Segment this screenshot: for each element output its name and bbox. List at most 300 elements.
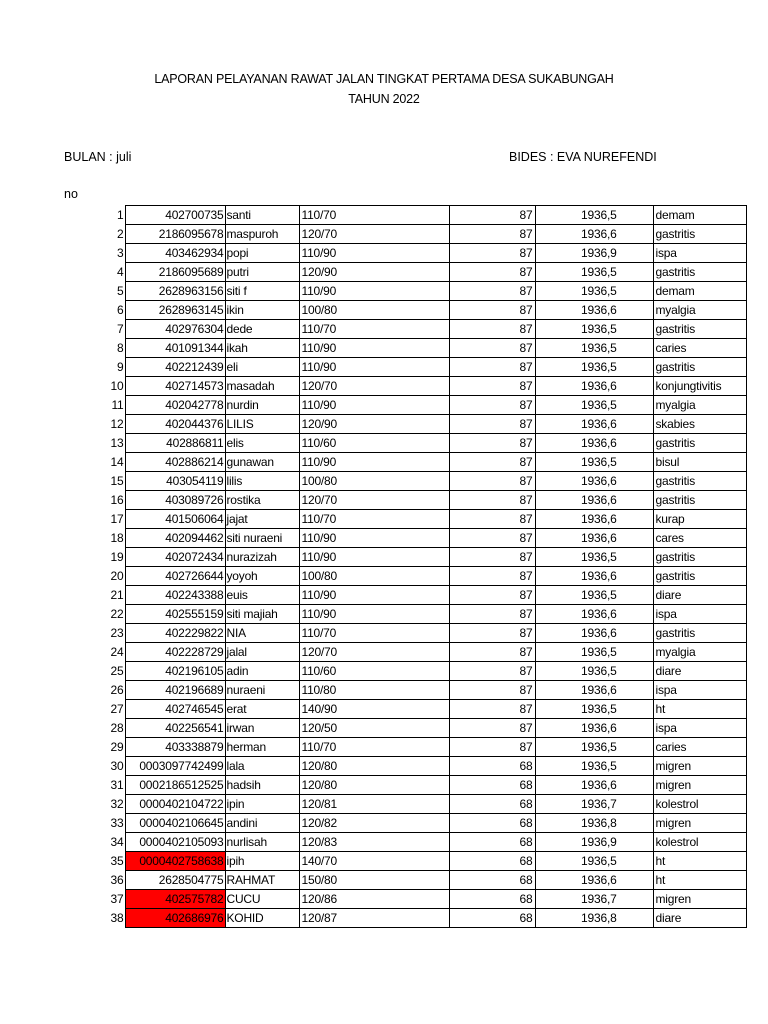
pulse-cell: 68 xyxy=(449,795,535,814)
pulse-cell: 87 xyxy=(449,244,535,263)
patient-name-cell: gunawan xyxy=(225,453,299,472)
respiration-rate-cell: 19 xyxy=(535,263,594,282)
patient-name-cell: masadah xyxy=(225,377,299,396)
blood-pressure-cell: 140/90 xyxy=(299,700,449,719)
row-number-cell: 19 xyxy=(110,550,124,564)
table-row xyxy=(64,491,746,510)
row-number-cell: 1 xyxy=(117,208,124,222)
blood-pressure-cell: 120/70 xyxy=(299,643,449,662)
patient-id-cell: 403089726 xyxy=(125,491,225,510)
blood-pressure-cell: 120/50 xyxy=(299,719,449,738)
temperature-cell: 36,9 xyxy=(594,833,653,852)
patient-id-cell: 403338879 xyxy=(125,738,225,757)
blood-pressure-cell: 110/80 xyxy=(299,681,449,700)
patient-name-cell: LILIS xyxy=(225,415,299,434)
table-row xyxy=(64,624,746,643)
row-number-cell: 10 xyxy=(110,379,124,393)
temperature-cell: 36,5 xyxy=(594,339,653,358)
table-row xyxy=(64,510,746,529)
respiration-rate-cell: 19 xyxy=(535,377,594,396)
blood-pressure-cell: 110/90 xyxy=(299,282,449,301)
patient-id-cell: 402886811 xyxy=(125,434,225,453)
blood-pressure-cell: 120/70 xyxy=(299,377,449,396)
row-number-cell: 6 xyxy=(117,303,124,317)
blood-pressure-cell: 150/80 xyxy=(299,871,449,890)
patient-name-cell: RAHMAT xyxy=(225,871,299,890)
patient-id-cell: 402228729 xyxy=(125,643,225,662)
patient-id-cell: 2628504775 xyxy=(125,871,225,890)
row-number-cell: 34 xyxy=(110,835,124,849)
respiration-rate-cell: 19 xyxy=(535,700,594,719)
row-number-cell: 13 xyxy=(110,436,124,450)
blood-pressure-cell: 120/80 xyxy=(299,757,449,776)
row-number-cell: 24 xyxy=(110,645,124,659)
pulse-cell: 87 xyxy=(449,225,535,244)
patient-id-cell: 402700735 xyxy=(125,206,225,225)
respiration-rate-cell: 19 xyxy=(535,624,594,643)
patient-id-cell: 402714573 xyxy=(125,377,225,396)
table-row xyxy=(64,244,746,263)
blood-pressure-cell: 100/80 xyxy=(299,567,449,586)
diagnosis-cell: diare xyxy=(653,909,746,928)
diagnosis-cell: myalgia xyxy=(653,396,746,415)
no-column-label: no xyxy=(64,187,78,201)
patient-name-cell: hadsih xyxy=(225,776,299,795)
blood-pressure-cell: 120/81 xyxy=(299,795,449,814)
respiration-rate-cell: 19 xyxy=(535,415,594,434)
row-number-cell: 22 xyxy=(110,607,124,621)
diagnosis-cell: caries xyxy=(653,738,746,757)
temperature-cell: 36,5 xyxy=(594,320,653,339)
patient-name-cell: popi xyxy=(225,244,299,263)
blood-pressure-cell: 110/60 xyxy=(299,434,449,453)
patient-id-cell: 402256541 xyxy=(125,719,225,738)
temperature-cell: 36,6 xyxy=(594,605,653,624)
pulse-cell: 68 xyxy=(449,909,535,928)
table-row xyxy=(64,795,746,814)
row-number-cell: 17 xyxy=(110,512,124,526)
table-row xyxy=(64,738,746,757)
table-row xyxy=(64,358,746,377)
blood-pressure-cell: 120/80 xyxy=(299,776,449,795)
patient-id-cell: 402072434 xyxy=(125,548,225,567)
row-number-cell: 18 xyxy=(110,531,124,545)
temperature-cell: 36,6 xyxy=(594,624,653,643)
table-row xyxy=(64,339,746,358)
patient-name-cell: ikah xyxy=(225,339,299,358)
pulse-cell: 68 xyxy=(449,776,535,795)
temperature-cell: 36,6 xyxy=(594,225,653,244)
respiration-rate-cell: 19 xyxy=(535,605,594,624)
pulse-cell: 87 xyxy=(449,567,535,586)
pulse-cell: 87 xyxy=(449,320,535,339)
temperature-cell: 36,5 xyxy=(594,358,653,377)
respiration-rate-cell: 19 xyxy=(535,586,594,605)
diagnosis-cell: kolestrol xyxy=(653,795,746,814)
patient-id-cell: 2186095689 xyxy=(125,263,225,282)
table-row xyxy=(64,776,746,795)
row-number-cell: 15 xyxy=(110,474,124,488)
pulse-cell: 87 xyxy=(449,719,535,738)
patient-id-cell: 402094462 xyxy=(125,529,225,548)
patient-id-cell: 2628963156 xyxy=(125,282,225,301)
patient-name-cell: siti f xyxy=(225,282,299,301)
patient-name-cell: eli xyxy=(225,358,299,377)
respiration-rate-cell: 19 xyxy=(535,909,594,928)
table-row xyxy=(64,662,746,681)
respiration-rate-cell: 19 xyxy=(535,738,594,757)
table-row xyxy=(64,206,746,225)
row-number-cell: 7 xyxy=(117,322,124,336)
temperature-cell: 36,5 xyxy=(594,206,653,225)
table-row xyxy=(64,814,746,833)
patient-id-cell: 0000402758638 xyxy=(125,852,225,871)
blood-pressure-cell: 110/90 xyxy=(299,339,449,358)
table-row xyxy=(64,415,746,434)
patient-id-cell: 402976304 xyxy=(125,320,225,339)
table-row xyxy=(64,719,746,738)
patient-name-cell: adin xyxy=(225,662,299,681)
patient-id-cell: 0000402104722 xyxy=(125,795,225,814)
patient-id-cell: 0002186512525 xyxy=(125,776,225,795)
patient-name-cell: lilis xyxy=(225,472,299,491)
pulse-cell: 87 xyxy=(449,206,535,225)
patient-name-cell: nurdin xyxy=(225,396,299,415)
temperature-cell: 36,6 xyxy=(594,510,653,529)
row-number-cell: 29 xyxy=(110,740,124,754)
temperature-cell: 36,7 xyxy=(594,795,653,814)
diagnosis-cell: gastritis xyxy=(653,434,746,453)
blood-pressure-cell: 120/90 xyxy=(299,263,449,282)
patient-name-cell: lala xyxy=(225,757,299,776)
row-number-cell: 16 xyxy=(110,493,124,507)
temperature-cell: 36,6 xyxy=(594,415,653,434)
patient-id-cell: 402746545 xyxy=(125,700,225,719)
respiration-rate-cell: 19 xyxy=(535,871,594,890)
temperature-cell: 36,6 xyxy=(594,719,653,738)
temperature-cell: 36,6 xyxy=(594,567,653,586)
pulse-cell: 87 xyxy=(449,643,535,662)
diagnosis-cell: kolestrol xyxy=(653,833,746,852)
temperature-cell: 36,6 xyxy=(594,472,653,491)
patient-id-cell: 401506064 xyxy=(125,510,225,529)
diagnosis-cell: skabies xyxy=(653,415,746,434)
row-number-cell: 4 xyxy=(117,265,124,279)
blood-pressure-cell: 140/70 xyxy=(299,852,449,871)
respiration-rate-cell: 19 xyxy=(535,852,594,871)
table-row xyxy=(64,909,746,928)
respiration-rate-cell: 19 xyxy=(535,491,594,510)
diagnosis-cell: migren xyxy=(653,890,746,909)
respiration-rate-cell: 19 xyxy=(535,757,594,776)
respiration-rate-cell: 19 xyxy=(535,662,594,681)
diagnosis-cell: kurap xyxy=(653,510,746,529)
respiration-rate-cell: 19 xyxy=(535,301,594,320)
patient-name-cell: nuraeni xyxy=(225,681,299,700)
patient-name-cell: siti nuraeni xyxy=(225,529,299,548)
row-number-cell: 37 xyxy=(110,892,124,906)
table-row xyxy=(64,643,746,662)
respiration-rate-cell: 19 xyxy=(535,434,594,453)
blood-pressure-cell: 120/90 xyxy=(299,415,449,434)
pulse-cell: 68 xyxy=(449,852,535,871)
pulse-cell: 68 xyxy=(449,890,535,909)
blood-pressure-cell: 110/70 xyxy=(299,510,449,529)
patient-name-cell: maspuroh xyxy=(225,225,299,244)
patient-id-cell: 2628963145 xyxy=(125,301,225,320)
row-number-cell: 25 xyxy=(110,664,124,678)
temperature-cell: 36,6 xyxy=(594,681,653,700)
row-number-cell: 32 xyxy=(110,797,124,811)
table-row xyxy=(64,396,746,415)
pulse-cell: 87 xyxy=(449,700,535,719)
report-year: TAHUN 2022 xyxy=(348,92,420,106)
row-number-cell: 36 xyxy=(110,873,124,887)
row-number-cell: 27 xyxy=(110,702,124,716)
pulse-cell: 87 xyxy=(449,377,535,396)
patient-name-cell: erat xyxy=(225,700,299,719)
pulse-cell: 87 xyxy=(449,586,535,605)
pulse-cell: 87 xyxy=(449,396,535,415)
blood-pressure-cell: 110/60 xyxy=(299,662,449,681)
row-number-cell: 21 xyxy=(110,588,124,602)
patient-id-cell: 402243388 xyxy=(125,586,225,605)
patient-name-cell: andini xyxy=(225,814,299,833)
respiration-rate-cell: 19 xyxy=(535,814,594,833)
table-row xyxy=(64,377,746,396)
patient-id-cell: 2186095678 xyxy=(125,225,225,244)
blood-pressure-cell: 110/70 xyxy=(299,624,449,643)
blood-pressure-cell: 110/70 xyxy=(299,206,449,225)
patient-name-cell: nurlisah xyxy=(225,833,299,852)
pulse-cell: 87 xyxy=(449,491,535,510)
pulse-cell: 87 xyxy=(449,282,535,301)
row-number-cell: 38 xyxy=(110,911,124,925)
patient-name-cell: CUCU xyxy=(225,890,299,909)
temperature-cell: 36,8 xyxy=(594,814,653,833)
table-row xyxy=(64,225,746,244)
pulse-cell: 87 xyxy=(449,548,535,567)
row-number-cell: 11 xyxy=(111,398,124,412)
blood-pressure-cell: 110/90 xyxy=(299,358,449,377)
temperature-cell: 36,6 xyxy=(594,776,653,795)
temperature-cell: 36,5 xyxy=(594,396,653,415)
table-row xyxy=(64,453,746,472)
table-row xyxy=(64,282,746,301)
patient-name-cell: jajat xyxy=(225,510,299,529)
respiration-rate-cell: 19 xyxy=(535,681,594,700)
diagnosis-cell: gastritis xyxy=(653,472,746,491)
respiration-rate-cell: 19 xyxy=(535,453,594,472)
patient-name-cell: ikin xyxy=(225,301,299,320)
patient-name-cell: siti majiah xyxy=(225,605,299,624)
patient-name-cell: KOHID xyxy=(225,909,299,928)
diagnosis-cell: myalgia xyxy=(653,643,746,662)
temperature-cell: 36,6 xyxy=(594,377,653,396)
patient-name-cell: euis xyxy=(225,586,299,605)
patient-id-cell: 0000402105093 xyxy=(125,833,225,852)
table-row xyxy=(64,472,746,491)
table-row xyxy=(64,548,746,567)
table-row xyxy=(64,890,746,909)
patient-name-cell: NIA xyxy=(225,624,299,643)
patient-name-cell: rostika xyxy=(225,491,299,510)
diagnosis-cell: gastritis xyxy=(653,263,746,282)
patient-name-cell: santi xyxy=(225,206,299,225)
diagnosis-cell: diare xyxy=(653,586,746,605)
patient-name-cell: yoyoh xyxy=(225,567,299,586)
midwife-label: BIDES : EVA NUREFENDI xyxy=(509,150,657,164)
pulse-cell: 87 xyxy=(449,510,535,529)
patient-name-cell: ipin xyxy=(225,795,299,814)
pulse-cell: 68 xyxy=(449,833,535,852)
diagnosis-cell: migren xyxy=(653,776,746,795)
pulse-cell: 87 xyxy=(449,339,535,358)
table-row xyxy=(64,301,746,320)
temperature-cell: 36,5 xyxy=(594,738,653,757)
row-number-cell: 30 xyxy=(110,759,124,773)
blood-pressure-cell: 110/90 xyxy=(299,548,449,567)
table-row xyxy=(64,529,746,548)
temperature-cell: 36,5 xyxy=(594,852,653,871)
temperature-cell: 36,6 xyxy=(594,434,653,453)
patient-id-cell: 402042778 xyxy=(125,396,225,415)
temperature-cell: 36,5 xyxy=(594,700,653,719)
temperature-cell: 36,7 xyxy=(594,890,653,909)
temperature-cell: 36,5 xyxy=(594,662,653,681)
blood-pressure-cell: 110/90 xyxy=(299,605,449,624)
diagnosis-cell: ispa xyxy=(653,605,746,624)
table-row xyxy=(64,320,746,339)
diagnosis-cell: konjungtivitis xyxy=(653,377,746,396)
patient-id-cell: 402686976 xyxy=(125,909,225,928)
table-row xyxy=(64,263,746,282)
blood-pressure-cell: 110/90 xyxy=(299,586,449,605)
diagnosis-cell: ispa xyxy=(653,244,746,263)
pulse-cell: 87 xyxy=(449,529,535,548)
pulse-cell: 87 xyxy=(449,662,535,681)
temperature-cell: 36,6 xyxy=(594,529,653,548)
respiration-rate-cell: 19 xyxy=(535,396,594,415)
diagnosis-cell: migren xyxy=(653,757,746,776)
pulse-cell: 87 xyxy=(449,358,535,377)
temperature-cell: 36,5 xyxy=(594,643,653,662)
pulse-cell: 87 xyxy=(449,301,535,320)
table-row xyxy=(64,605,746,624)
respiration-rate-cell: 19 xyxy=(535,206,594,225)
temperature-cell: 36,5 xyxy=(594,757,653,776)
diagnosis-cell: gastritis xyxy=(653,624,746,643)
patient-name-cell: dede xyxy=(225,320,299,339)
table-row xyxy=(64,852,746,871)
diagnosis-cell: gastritis xyxy=(653,225,746,244)
pulse-cell: 87 xyxy=(449,624,535,643)
diagnosis-cell: cares xyxy=(653,529,746,548)
pulse-cell: 87 xyxy=(449,415,535,434)
patient-name-cell: putri xyxy=(225,263,299,282)
respiration-rate-cell: 19 xyxy=(535,719,594,738)
diagnosis-cell: ht xyxy=(653,871,746,890)
blood-pressure-cell: 120/86 xyxy=(299,890,449,909)
respiration-rate-cell: 19 xyxy=(535,320,594,339)
temperature-cell: 36,5 xyxy=(594,453,653,472)
table-row xyxy=(64,833,746,852)
table-row xyxy=(64,871,746,890)
month-label: BULAN : juli xyxy=(64,150,132,164)
blood-pressure-cell: 110/70 xyxy=(299,738,449,757)
patient-table xyxy=(64,205,747,928)
respiration-rate-cell: 19 xyxy=(535,510,594,529)
temperature-cell: 36,5 xyxy=(594,282,653,301)
pulse-cell: 87 xyxy=(449,605,535,624)
temperature-cell: 36,5 xyxy=(594,586,653,605)
patient-id-cell: 402886214 xyxy=(125,453,225,472)
patient-name-cell: ipih xyxy=(225,852,299,871)
pulse-cell: 68 xyxy=(449,757,535,776)
blood-pressure-cell: 110/90 xyxy=(299,453,449,472)
temperature-cell: 36,8 xyxy=(594,909,653,928)
patient-id-cell: 403054119 xyxy=(125,472,225,491)
row-number-cell: 35 xyxy=(110,854,124,868)
diagnosis-cell: gastritis xyxy=(653,548,746,567)
patient-id-cell: 402196105 xyxy=(125,662,225,681)
temperature-cell: 36,5 xyxy=(594,548,653,567)
patient-name-cell: elis xyxy=(225,434,299,453)
table-row xyxy=(64,586,746,605)
diagnosis-cell: ispa xyxy=(653,681,746,700)
respiration-rate-cell: 19 xyxy=(535,472,594,491)
patient-name-cell: jalal xyxy=(225,643,299,662)
pulse-cell: 68 xyxy=(449,814,535,833)
patient-name-cell: nurazizah xyxy=(225,548,299,567)
row-number-cell: 5 xyxy=(117,284,124,298)
patient-name-cell: herman xyxy=(225,738,299,757)
blood-pressure-cell: 110/90 xyxy=(299,244,449,263)
blood-pressure-cell: 100/80 xyxy=(299,301,449,320)
respiration-rate-cell: 19 xyxy=(535,890,594,909)
diagnosis-cell: gastritis xyxy=(653,358,746,377)
respiration-rate-cell: 19 xyxy=(535,548,594,567)
diagnosis-cell: ht xyxy=(653,852,746,871)
patient-id-cell: 402229822 xyxy=(125,624,225,643)
row-number-cell: 26 xyxy=(110,683,124,697)
pulse-cell: 87 xyxy=(449,434,535,453)
blood-pressure-cell: 110/90 xyxy=(299,396,449,415)
respiration-rate-cell: 19 xyxy=(535,339,594,358)
temperature-cell: 36,6 xyxy=(594,301,653,320)
row-number-cell: 3 xyxy=(117,246,124,260)
row-number-cell: 33 xyxy=(110,816,124,830)
row-number-cell: 9 xyxy=(117,360,124,374)
diagnosis-cell: caries xyxy=(653,339,746,358)
temperature-cell: 36,6 xyxy=(594,491,653,510)
pulse-cell: 87 xyxy=(449,472,535,491)
row-number-cell: 28 xyxy=(110,721,124,735)
table-row xyxy=(64,567,746,586)
blood-pressure-cell: 110/70 xyxy=(299,320,449,339)
diagnosis-cell: ispa xyxy=(653,719,746,738)
pulse-cell: 87 xyxy=(449,681,535,700)
patient-name-cell: irwan xyxy=(225,719,299,738)
respiration-rate-cell: 19 xyxy=(535,282,594,301)
diagnosis-cell: myalgia xyxy=(653,301,746,320)
temperature-cell: 36,6 xyxy=(594,871,653,890)
patient-id-cell: 402044376 xyxy=(125,415,225,434)
respiration-rate-cell: 19 xyxy=(535,776,594,795)
temperature-cell: 36,9 xyxy=(594,244,653,263)
table-row xyxy=(64,434,746,453)
diagnosis-cell: migren xyxy=(653,814,746,833)
